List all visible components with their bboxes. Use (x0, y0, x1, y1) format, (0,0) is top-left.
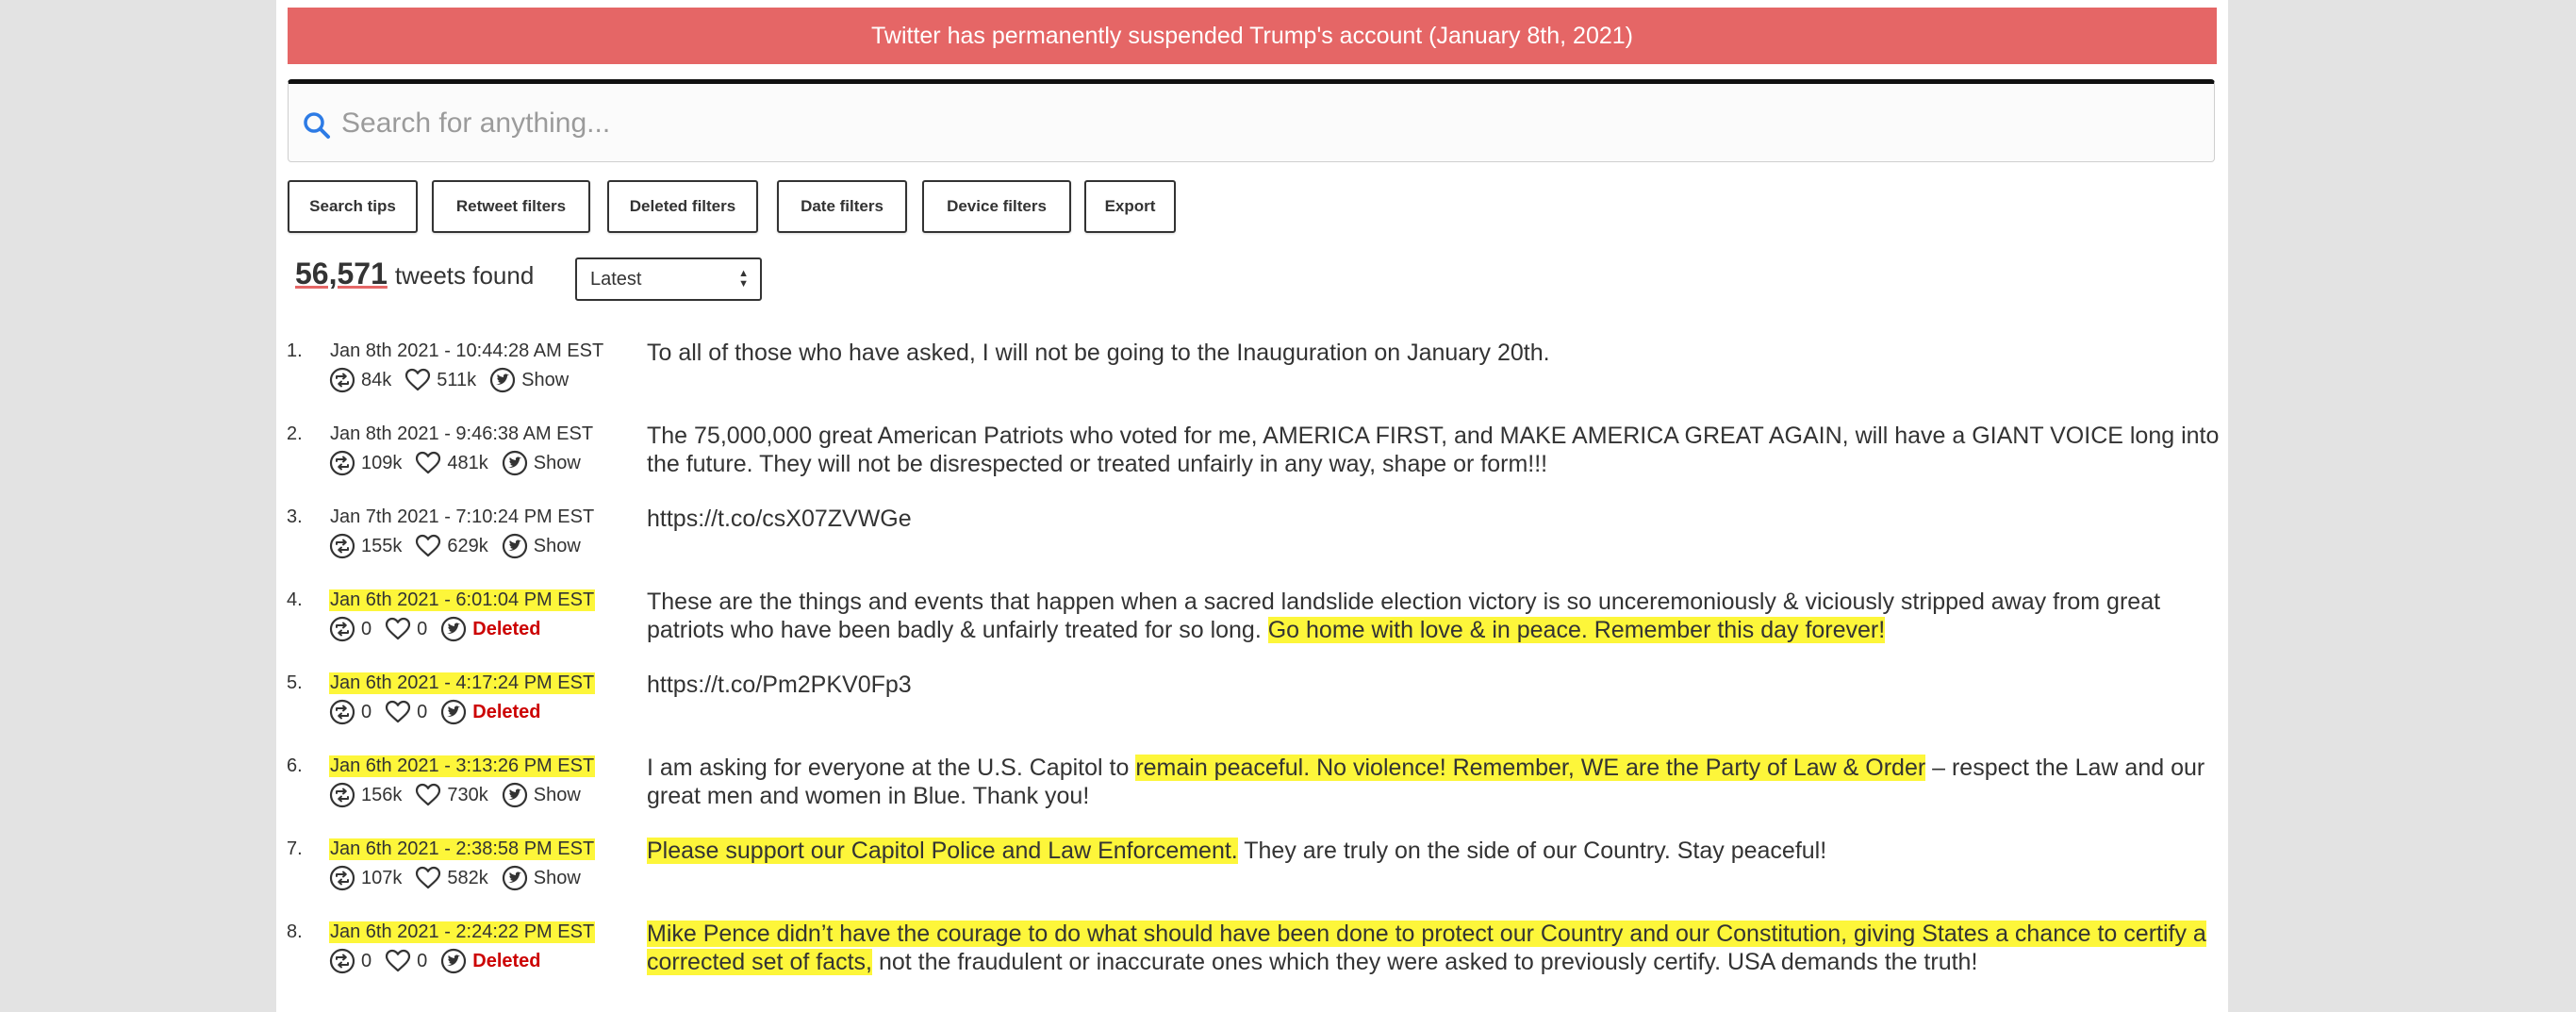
search-icon (302, 110, 332, 141)
show-link[interactable]: Show (533, 535, 581, 556)
tweet-number: 5. (287, 672, 303, 693)
tweet-date[interactable]: Jan 6th 2021 - 2:24:22 PM EST (330, 921, 595, 942)
sort-select[interactable] (575, 257, 762, 301)
tweet-row (276, 412, 2228, 495)
retweet-icon (329, 782, 355, 808)
tweet-text-segment: https://t.co/csX07ZVWGe (647, 506, 912, 532)
tweet-date[interactable]: Jan 6th 2021 - 2:38:58 PM EST (330, 838, 595, 859)
heart-icon (385, 699, 411, 725)
retweet-icon (329, 450, 355, 476)
tweet-number: 2. (287, 423, 303, 444)
retweet-icon (329, 865, 355, 891)
search-input[interactable] (339, 101, 2191, 146)
twitter-bird-icon[interactable] (440, 699, 467, 725)
twitter-bird-icon[interactable] (440, 948, 467, 974)
date-filters-button[interactable]: Date filters (777, 180, 907, 233)
tweet-text-segment: I am asking for everyone at the U.S. Capitol to (647, 755, 1136, 781)
like-count: 582k (447, 867, 488, 888)
retweet-count: 84k (361, 369, 392, 390)
tweet-number: 6. (287, 755, 303, 776)
tweet-number: 1. (287, 340, 303, 361)
heart-icon (415, 533, 441, 559)
tweet-text (647, 339, 2220, 367)
twitter-bird-icon[interactable] (502, 865, 528, 891)
tweet-text-highlight: remain peaceful. No violence! Remember, WE are the Party of Law & Order (1135, 755, 1926, 781)
tweet-text (647, 920, 2220, 976)
tweet-text-segment: – respect the Law and our great men and women in Blue. Thank you! (647, 755, 2205, 809)
export-button[interactable]: Export (1084, 180, 1176, 233)
tweet-text-segment: https://t.co/Pm2PKV0Fp3 (647, 672, 912, 698)
tweet-stats (329, 699, 541, 725)
retweet-count: 0 (361, 950, 372, 971)
retweet-icon (329, 367, 355, 393)
heart-icon (415, 450, 441, 476)
show-link[interactable]: Show (533, 867, 581, 888)
like-count: 629k (447, 535, 488, 556)
tweet-text-highlight: Please support our Capitol Police and Law Enforcement. (647, 838, 1238, 864)
tweet-date[interactable]: Jan 7th 2021 - 7:10:24 PM EST (330, 506, 595, 527)
tweet-text-segment: The 75,000,000 great American Patriots who voted for me, AMERICA FIRST, and MAKE AMERICA GREAT AGAIN, will have a GIANT VOICE long into the future. They will not be disrespected or treated unfairly in any way, shape or form!!! (647, 423, 2220, 477)
tweet-stats (329, 533, 581, 559)
like-count: 0 (417, 618, 428, 639)
tweet-row (276, 744, 2228, 827)
tweet-stats (329, 616, 541, 642)
tweet-stats (329, 367, 569, 393)
heart-icon (415, 865, 441, 891)
suspension-banner (288, 8, 2217, 64)
results-count-number: 56,571 (295, 257, 388, 290)
tweet-row (276, 578, 2228, 661)
tweet-row (276, 329, 2228, 412)
tweet-stats (329, 782, 581, 808)
like-count: 0 (417, 950, 428, 971)
tweet-date[interactable]: Jan 6th 2021 - 6:01:04 PM EST (330, 589, 595, 610)
tweet-text-segment: They are truly on the side of our Country. Stay peaceful! (1237, 838, 1827, 864)
retweet-icon (329, 948, 355, 974)
tweet-text (647, 422, 2220, 478)
tweet-text-highlight: Go home with love & in peace. Remember this day forever! (1267, 617, 1886, 643)
retweet-icon (329, 699, 355, 725)
page (276, 0, 2228, 1012)
twitter-bird-icon[interactable] (440, 616, 467, 642)
heart-icon (385, 948, 411, 974)
tweet-number: 8. (287, 921, 303, 942)
tweet-text (647, 505, 2220, 533)
deleted-label[interactable]: Deleted (472, 618, 541, 639)
twitter-bird-icon[interactable] (502, 782, 528, 808)
show-link[interactable]: Show (533, 784, 581, 805)
show-link[interactable]: Show (521, 369, 570, 390)
tweet-date[interactable]: Jan 8th 2021 - 9:46:38 AM EST (330, 423, 594, 444)
like-count: 730k (447, 784, 488, 805)
tweet-text-highlight: Mike Pence didn’t have the courage to do what should have been done to protect our Country and our Constitution, giving States a chance to certify a corrected set of facts, (647, 921, 2206, 975)
like-count: 481k (447, 452, 488, 473)
tweet-number: 4. (287, 589, 303, 610)
retweet-count: 155k (361, 535, 403, 556)
tweet-text-segment: not the fraudulent or inaccurate ones which they were asked to previously certify. USA demands the truth! (872, 949, 1978, 975)
banner-text: Twitter has permanently suspended Trump's account (January 8th, 2021) (871, 22, 1633, 49)
deleted-label[interactable]: Deleted (472, 950, 541, 971)
tweet-text (647, 671, 2220, 699)
deleted-label[interactable]: Deleted (472, 701, 541, 722)
results-count (295, 257, 534, 291)
tweet-text (647, 837, 2220, 865)
deleted-filters-button[interactable]: Deleted filters (607, 180, 758, 233)
like-count: 511k (437, 369, 477, 390)
retweet-icon (329, 616, 355, 642)
retweet-count: 107k (361, 867, 403, 888)
tweet-text (647, 754, 2220, 810)
tweet-number: 3. (287, 506, 303, 527)
like-count: 0 (417, 701, 428, 722)
twitter-bird-icon[interactable] (502, 450, 528, 476)
tweet-text (647, 588, 2220, 644)
tweet-row (276, 661, 2228, 744)
tweet-stats (329, 865, 581, 891)
heart-icon (405, 367, 431, 393)
tweet-date[interactable]: Jan 8th 2021 - 10:44:28 AM EST (330, 340, 604, 361)
results-count-suffix: tweets found (394, 261, 535, 290)
select-arrows-icon: ▲ ▼ (738, 268, 749, 290)
tweet-date[interactable]: Jan 6th 2021 - 4:17:24 PM EST (330, 672, 595, 693)
show-link[interactable]: Show (533, 452, 581, 473)
tweet-number: 7. (287, 838, 303, 859)
retweet-count: 0 (361, 701, 372, 722)
heart-icon (415, 782, 441, 808)
tweet-stats (329, 948, 541, 974)
heart-icon (385, 616, 411, 642)
tweet-row (276, 827, 2228, 910)
device-filters-button[interactable]: Device filters (922, 180, 1071, 233)
retweet-icon (329, 533, 355, 559)
tweet-row (276, 910, 2228, 993)
tweet-date[interactable]: Jan 6th 2021 - 3:13:26 PM EST (330, 755, 595, 776)
search-tips-button[interactable]: Search tips (288, 180, 418, 233)
twitter-bird-icon[interactable] (489, 367, 516, 393)
tweet-row (276, 495, 2228, 578)
twitter-bird-icon[interactable] (502, 533, 528, 559)
tweet-text-segment: To all of those who have asked, I will not be going to the Inauguration on January 20th. (647, 340, 1550, 366)
search-box[interactable] (288, 79, 2215, 162)
retweet-count: 0 (361, 618, 372, 639)
retweet-filters-button[interactable]: Retweet filters (432, 180, 590, 233)
sort-selected-value: Latest (590, 268, 642, 290)
tweet-text-segment: These are the things and events that happen when a sacred landslide election victory is so unceremoniously & viciously stripped away from great patriots who have been badly & unfairly treated for so long. (647, 589, 2161, 643)
tweet-stats (329, 450, 581, 476)
retweet-count: 109k (361, 452, 403, 473)
retweet-count: 156k (361, 784, 403, 805)
